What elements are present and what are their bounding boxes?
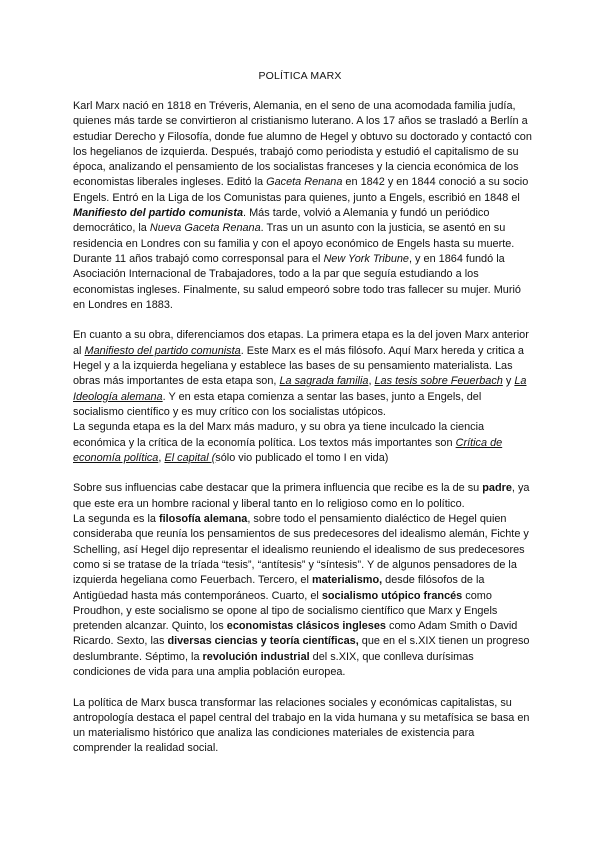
text-run: en 1842 y en 1844 conoció a su socio Engels. Entró en la Liga de los Comunistas para quienes, junto a Engels, escribió en 1848 el — [73, 176, 529, 204]
text-run: . Este Marx es el más filósofo. Aquí Marx hereda y critica a Hegel y a la izquierda hegeliana y establece las bases de su pensamiento materialista. Las obras más importantes de esta etapa son, — [73, 344, 524, 388]
text-run: El capital ( — [164, 451, 216, 464]
text-run: que en el s.XIX tienen un progreso deslumbrante. Séptimo, la — [73, 635, 530, 663]
text-run: , ya que este era un hombre racional y liberal tanto en lo religioso como en lo político. — [73, 482, 530, 510]
text-run: , y en 1864 fundó la Asociación Internacional de Trabajadores, todo a la par que seguía estudiando a los economistas ingleses. Finalmente, su salud empeoró sobre todo tras fallecer su mujer. Murió en Londres en 1883. — [73, 252, 521, 311]
text-run: La política de Marx busca transformar las relaciones sociales y económicas capitalistas, su antropología destaca el papel central del trabajo en la vida humana y su metafísica se basa en un materialismo histórico que analiza las condiciones materiales de existencia para comprender la realidad social. — [73, 696, 530, 755]
paragraph-politics — [73, 696, 533, 757]
text-run: Sobre sus influencias cabe destacar que la primera influencia que recibe es la de su — [73, 482, 483, 495]
text-run: Las tesis sobre Feuerbach — [374, 375, 503, 388]
text-run: filosofía alemana — [158, 513, 248, 526]
document-body — [73, 99, 533, 772]
text-run: En cuanto a su obra, diferenciamos dos etapas. La primera etapa es la del joven Marx anterior al — [73, 329, 529, 357]
paragraph-works-first-stage — [73, 328, 533, 420]
text-run: . Tras un un asunto con la justicia, se asentó en su residencia en Londres con su familia y con el apoyo económico de Engels hasta su muerte. Durante 11 años trabajó como corresponsal para el — [73, 222, 515, 265]
text-run: Karl Marx nació en 1818 en Tréveris, Alemania, en el seno de una acomodada familia judía, quienes más tarde se convirtieron al cristianismo luterano. A los 17 años se trasladó a Berlín a estudiar Derecho y Filosofía, donde fue alumno de Hegel y obtuvo su doctorado y contactó con los hegelianos de izquierda. Después, trabajó como periodista y estudió el capitalismo de su época, analizando el pensamiento de los socialistas franceses y la ciencia económica de los economistas liberales ingleses. Editó la — [73, 100, 532, 189]
paragraph-works-second-stage — [73, 420, 533, 466]
text-run: como Adam Smith o David Ricardo. Sexto, las — [73, 620, 518, 648]
text-run: Gaceta Renana — [266, 176, 343, 189]
text-run: . Y en esta etapa comienza a sentar las bases, junto a Engels, del socialismo científico y es muy crítico con los socialistas utópicos. — [73, 390, 482, 418]
text-run: Nueva Gaceta Renana — [149, 222, 261, 235]
text-run: Manifiesto del partido comunista — [73, 207, 244, 220]
text-run: como Proudhon, y este socialismo se opone al tipo de socialismo científico que Marx y Engels pretenden alcanzar. Quinto, los — [73, 589, 498, 633]
text-run: sólo vio publicado el tomo I en vida) — [215, 451, 389, 464]
text-run: materialismo, — [311, 574, 383, 587]
text-run: La segunda etapa es la del Marx más maduro, y su obra ya tiene inculcado la ciencia económica y la crítica de la economía política. Los textos más importantes son — [73, 421, 485, 449]
text-run: revolución industrial — [202, 650, 310, 663]
text-run: economistas clásicos ingleses — [226, 620, 386, 633]
text-run: padre — [482, 482, 512, 495]
text-run: La segunda es la — [73, 513, 159, 526]
text-run: , — [158, 451, 165, 464]
text-run: La sagrada familia — [279, 375, 369, 388]
text-run: Crítica de economía política — [73, 436, 503, 464]
text-run: del s.XIX, que conlleva durísimas condiciones de vida para una amplia población europea. — [73, 650, 474, 678]
text-run: desde filósofos de la Antigüedad hasta más contemporáneos. Cuarto, el — [73, 574, 485, 602]
text-run: , — [368, 375, 375, 388]
text-run: New York Tribune — [323, 252, 409, 265]
paragraph-influences-list — [73, 512, 533, 680]
paragraph-influences-intro — [73, 481, 533, 512]
text-run: La Ideología alemana — [73, 375, 527, 403]
text-run: Manifiesto del partido comunista — [84, 344, 241, 357]
text-run: . Más tarde, volvió a Alemania y fundó un periódico democrático, la — [73, 207, 490, 235]
document-title: POLÍTICA MARX — [258, 70, 342, 82]
text-run: diversas ciencias y teoría científicas, — [167, 635, 359, 648]
text-run: socialismo utópico francés — [321, 589, 463, 602]
text-run: , sobre todo el pensamiento dialéctico de Hegel quien consideraba que reunía los pensamientos de sus predecesores del idealismo alemán, Fichte y Schelling, así Hegel dijo representar el idealismo reuniendo el idealismo de sus predecesores como si se tratase de la tríada “tesis”, “antítesis” y “síntesis”. Y de algunos pensadores de la izquierda hegeliana como Feuerbach. Tercero, el — [73, 513, 529, 587]
paragraph-biography — [73, 99, 533, 313]
text-run: y — [502, 375, 515, 388]
